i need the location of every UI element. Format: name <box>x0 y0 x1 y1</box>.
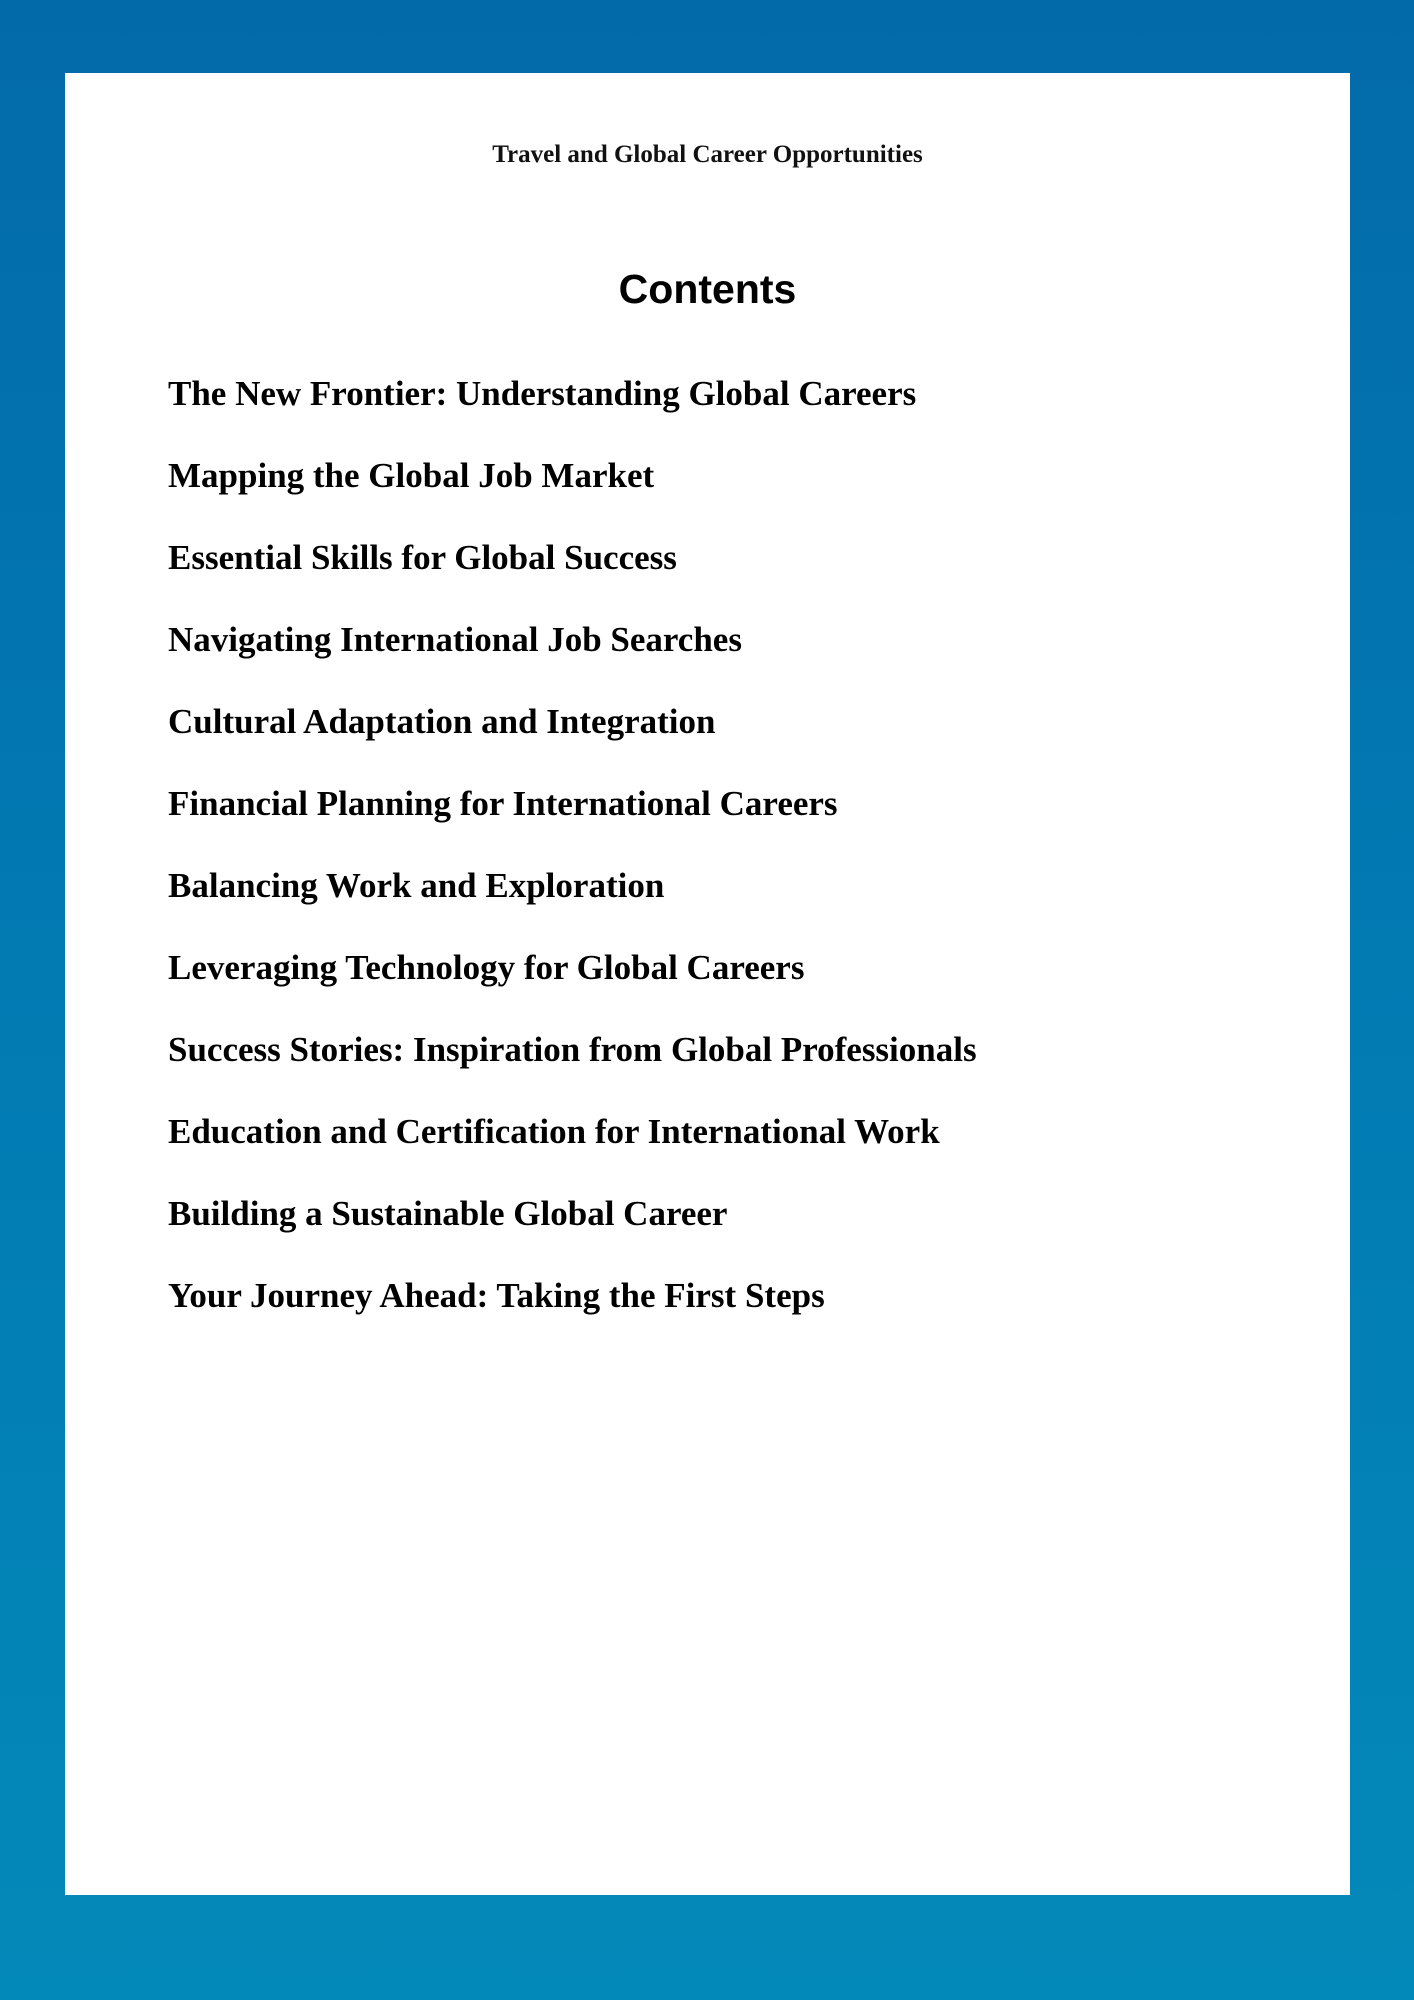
toc-item: Mapping the Global Job Market <box>168 456 655 495</box>
toc-item: Success Stories: Inspiration from Global Professionals <box>168 1030 977 1069</box>
running-header: Travel and Global Career Opportunities <box>492 141 923 168</box>
toc-item: Building a Sustainable Global Career <box>168 1194 728 1233</box>
toc-item: Balancing Work and Exploration <box>168 866 665 905</box>
table-of-contents <box>168 373 977 1357</box>
toc-item: Financial Planning for International Careers <box>168 784 838 823</box>
document-page <box>65 73 1350 1895</box>
contents-title: Contents <box>618 266 797 312</box>
toc-item: Navigating International Job Searches <box>168 620 742 659</box>
toc-item: Cultural Adaptation and Integration <box>168 702 716 741</box>
toc-item: Essential Skills for Global Success <box>168 538 677 577</box>
toc-item: Education and Certification for International Work <box>168 1112 940 1151</box>
toc-item: The New Frontier: Understanding Global Careers <box>168 374 917 413</box>
toc-item: Leveraging Technology for Global Careers <box>168 948 805 987</box>
toc-item: Your Journey Ahead: Taking the First Steps <box>168 1276 825 1315</box>
